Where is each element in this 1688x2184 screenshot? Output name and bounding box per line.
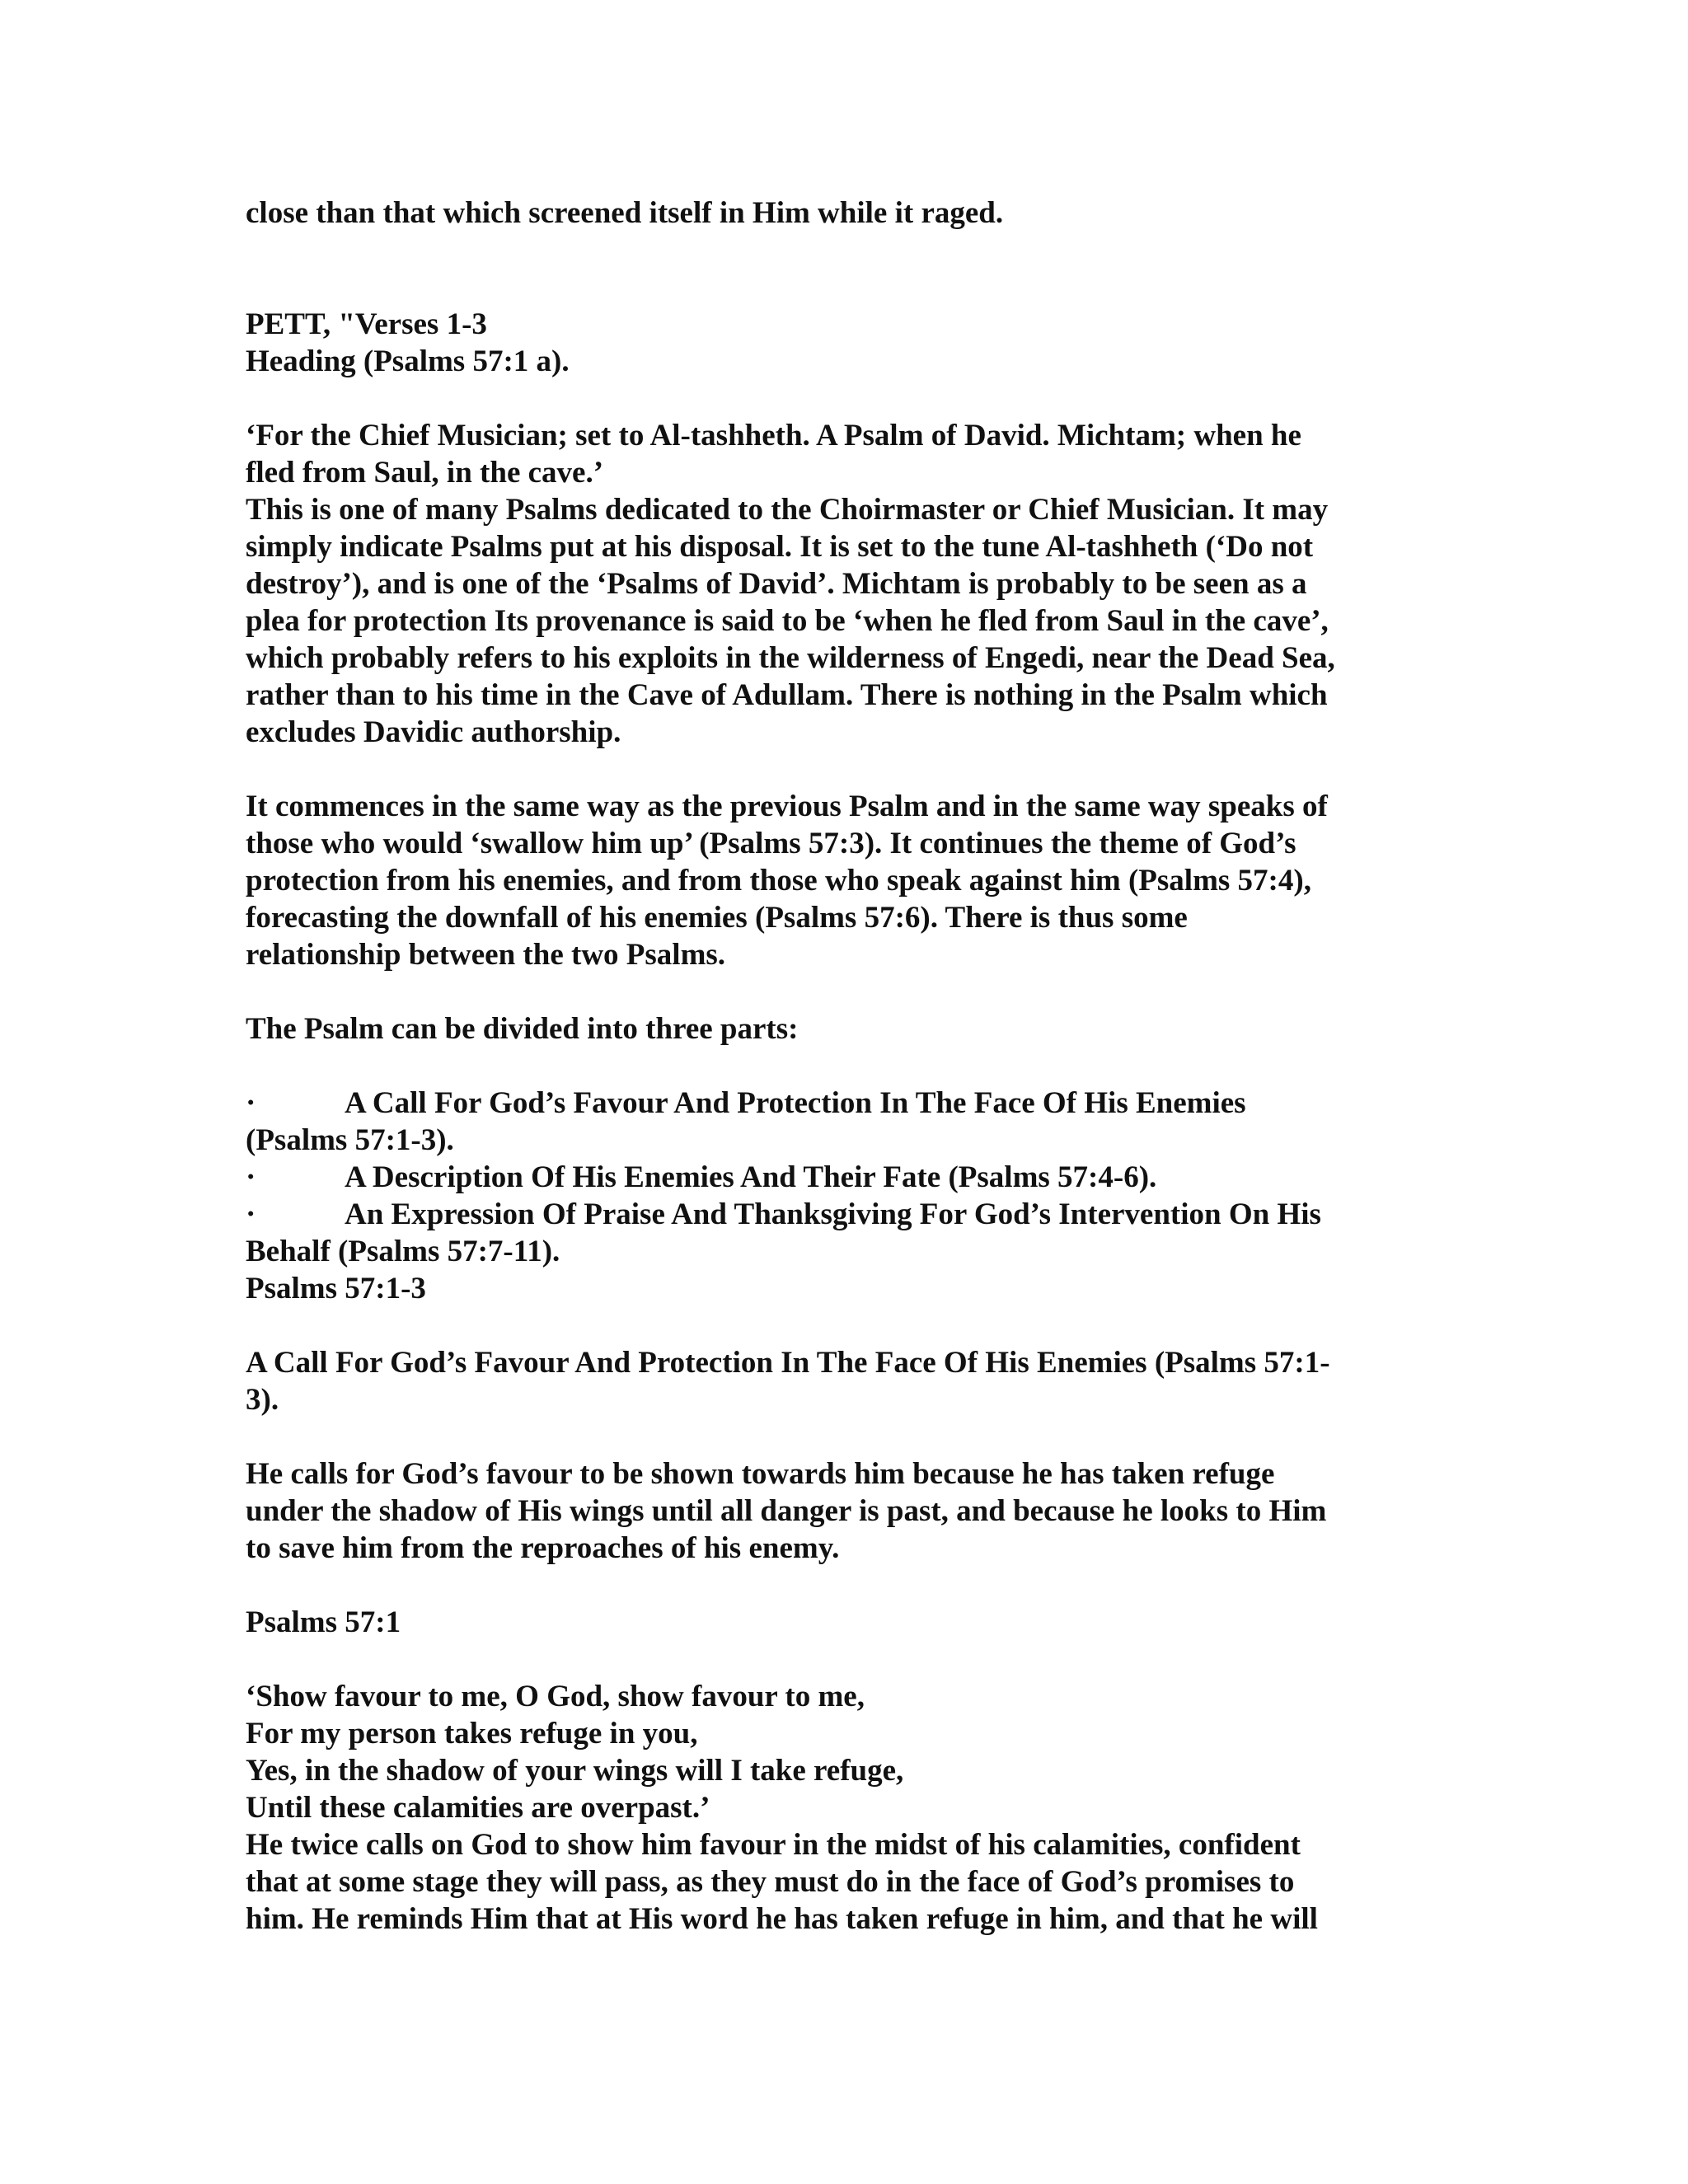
carryover-line: close than that which screened itself in Him while it raged. [246, 196, 1004, 230]
spacer [246, 232, 1432, 306]
part-title: A Call For God’s Favour And Protection In The Face Of His Enemies (Psalms 57:1- 3). [246, 1346, 1330, 1417]
relation-paragraph: It commences in the same way as the previous Psalm and in the same way speaks of those who would ‘swallow him up’ (Psalms 57:3). It continues the theme of God’s protection from his enemies, and from those who speak against him (Psalms 57:4), forecasting the downfall of his enemies (Psalms 57:6). There is thus some relationship between the two Psalms. [246, 790, 1328, 972]
section-heading: Heading (Psalms 57:1 a). [246, 344, 570, 378]
bullet-icon: · [246, 1197, 256, 1231]
outline-item-continuation: (Psalms 57:1-3). [246, 1123, 454, 1157]
outline-item [246, 1196, 1432, 1270]
spacer [246, 1567, 1432, 1604]
intro-paragraph: This is one of many Psalms dedicated to the Choirmaster or Chief Musician. It may simply indicate Psalms put at his disposal. It is set to the tune Al-tashheth (‘Do not destroy’), and is one of the ‘Psalms of David’. Michtam is probably to be seen as a plea for protection Its provenance is said to be ‘when he fled from Saul in the cave’, which probably refers to his exploits in the wilderness of Engedi, near the Dead Sea, rather than to his time in the Cave of Adullam. There is nothing in the Psalm which excludes Davidic authorship. [246, 493, 1335, 749]
commentary-paragraph: He twice calls on God to show him favour in the midst of his calamities, confident that at some stage they will pass, as they must do in the face of God’s promises to him. He reminds Him that at His word he has taken refuge in him, and that he will [246, 1828, 1318, 1936]
outline-item-text: An Expression Of Praise And Thanksgiving For God’s Intervention On His [345, 1197, 1321, 1231]
outline-item-text: A Description Of His Enemies And Their Fate (Psalms 57:4-6). [345, 1160, 1157, 1194]
spacer [246, 973, 1432, 1010]
spacer [246, 1641, 1432, 1678]
spacer [246, 380, 1432, 417]
psalm-superscription: ‘For the Chief Musician; set to Al-tashheth. A Psalm of David. Michtam; when he fled from Saul, in the cave.’ [246, 419, 1301, 490]
spacer [246, 1047, 1432, 1085]
division-intro: The Psalm can be divided into three parts: [246, 1012, 799, 1046]
outline-item-text: A Call For God’s Favour And Protection In The Face Of His Enemies [345, 1086, 1246, 1120]
outline-item [246, 1159, 1432, 1196]
spacer [246, 1307, 1432, 1344]
source-heading: PETT, "Verses 1-3 [246, 307, 487, 341]
verse-quote: ‘Show favour to me, O God, show favour to me, For my person takes refuge in you, Yes, in the shadow of your wings will I take refuge, Until these calamities are overpast.’ [246, 1680, 904, 1825]
outline-list [246, 1085, 1432, 1270]
spacer [246, 1418, 1432, 1455]
document-page [246, 194, 1432, 1938]
bullet-icon: · [246, 1160, 256, 1194]
outline-item-continuation: Behalf (Psalms 57:7-11). [246, 1235, 560, 1268]
verse-label: Psalms 57:1 [246, 1605, 401, 1639]
spacer [246, 751, 1432, 788]
range-label: Psalms 57:1-3 [246, 1272, 426, 1305]
part-summary: He calls for God’s favour to be shown towards him because he has taken refuge under the shadow of His wings until all danger is past, and because he looks to Him to save him from the reproaches of his enemy. [246, 1457, 1327, 1565]
outline-item [246, 1085, 1432, 1159]
bullet-icon: · [246, 1086, 256, 1120]
